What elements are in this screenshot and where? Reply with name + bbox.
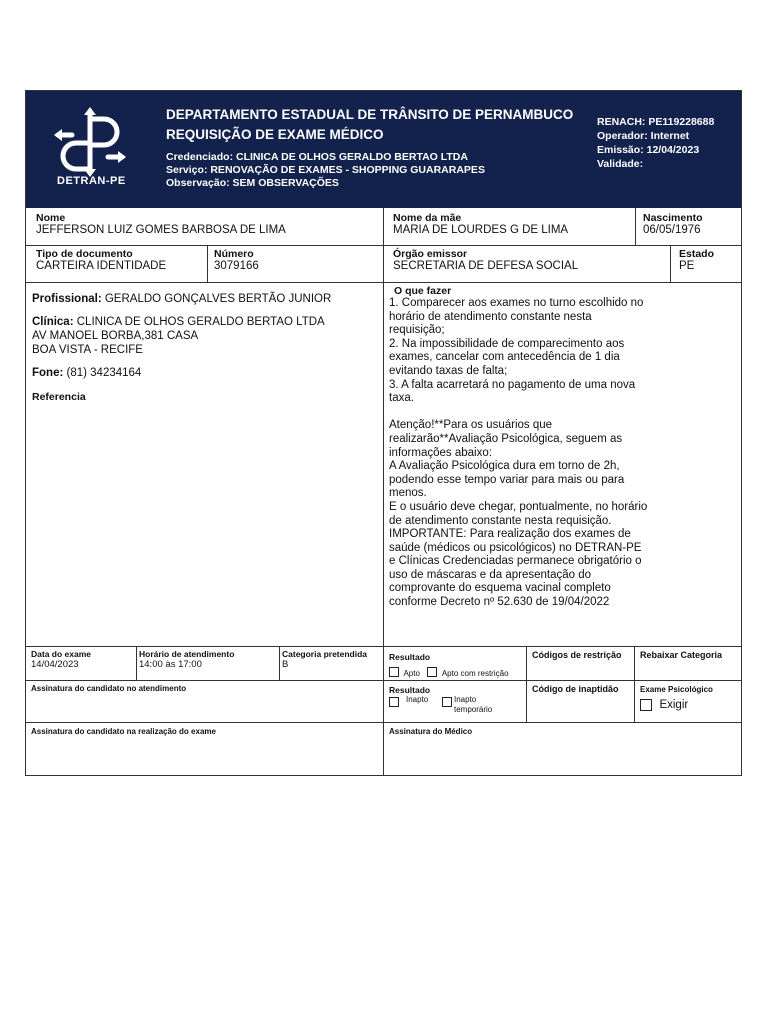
inapto-checkbox[interactable] bbox=[389, 697, 399, 707]
categoria-value: B bbox=[282, 659, 289, 670]
nascimento-value: 06/05/1976 bbox=[643, 224, 701, 236]
divider bbox=[670, 245, 671, 282]
exame-psico-label: Exame Psicológico bbox=[640, 685, 713, 694]
orgao-cell bbox=[393, 248, 578, 272]
apto-label: Apto bbox=[403, 669, 420, 678]
resultado-apto-cell bbox=[389, 652, 525, 681]
divider bbox=[634, 646, 635, 722]
apto-restricao-checkbox[interactable] bbox=[427, 667, 437, 677]
mae-cell bbox=[393, 212, 568, 236]
nascimento-label: Nascimento bbox=[643, 212, 703, 224]
exam-requisition-form bbox=[25, 90, 742, 776]
divider bbox=[279, 646, 280, 680]
exame-psico-cell bbox=[640, 685, 713, 714]
apto-restricao-label: Apto com restrição bbox=[441, 669, 509, 678]
resultado-inapto-cell bbox=[389, 685, 525, 719]
department-title: DEPARTAMENTO ESTADUAL DE TRÂNSITO DE PERNAMBUCO bbox=[166, 107, 574, 122]
numero-cell bbox=[214, 248, 259, 272]
form-header bbox=[26, 91, 741, 208]
assinatura-medico-cell bbox=[389, 727, 472, 736]
emissao-text: Emissão: 12/04/2023 bbox=[597, 144, 700, 156]
orgao-value: SECRETARIA DE DEFESA SOCIAL bbox=[393, 260, 579, 272]
header-info bbox=[166, 151, 485, 190]
orgao-label: Órgão emissor bbox=[393, 248, 468, 260]
observacao-text: Observação: SEM OBSERVAÇÕES bbox=[166, 177, 339, 189]
rebaixar-label: Rebaixar Categoria bbox=[640, 650, 723, 660]
resultado2-label: Resultado bbox=[389, 685, 431, 695]
divider bbox=[207, 245, 208, 282]
exigir-checkbox[interactable] bbox=[640, 699, 652, 711]
instructions-text: 1. Comparecer aos exames no turno escolhido no horário de atendimento constante nesta requisição; 2. Na impossibilidade de comparecimento aos exames, cancelar com antecedência de 1 dia evitando taxas de falta; 3. A falta acarretará no pagamento de uma nova taxa. Atenção!**Para os usuários que realizarão**Avaliação Psicológica, seguem as informações abaixo: A Avaliação Psicológica dura em torno de 2h, podendo esse tempo variar para mais ou para menos. E o usuário deve chegar, pontualmente, no horário de atendimento constante nesta requisição. IMPORTANTE: Para realização dos exames de saúde (médicos ou psicológicos) no DETRAN-PE e Clínicas Credenciadas permanece obrigatório o uso de máscaras e da apresentação do comprovante do esquema vacinal completo conforme Decreto nº 52.630 de 19/04/2022 bbox=[389, 297, 648, 609]
estado-label: Estado bbox=[679, 248, 715, 260]
nome-label: Nome bbox=[36, 212, 66, 224]
instructions-title: O que fazer bbox=[394, 285, 452, 297]
exigir-label: Exigir bbox=[659, 698, 689, 711]
codigos-restricao-cell bbox=[532, 650, 622, 660]
exigir-option bbox=[640, 696, 713, 714]
data-exame-value: 14/04/2023 bbox=[31, 659, 79, 670]
data-exame-label: Data do exame bbox=[31, 649, 91, 659]
assinatura-atendimento-cell bbox=[31, 684, 186, 693]
address-line-1: AV MANOEL BORBA,381 CASA bbox=[32, 330, 199, 342]
horario-value: 14:00 às 17:00 bbox=[139, 659, 202, 670]
tipo-doc-cell bbox=[36, 248, 166, 272]
fone-value: (81) 34234164 bbox=[66, 367, 142, 379]
document-title: REQUISIÇÃO DE EXAME MÉDICO bbox=[166, 127, 384, 142]
inapto-label: Inapto bbox=[406, 695, 429, 704]
fone-line bbox=[32, 366, 377, 380]
header-title bbox=[166, 105, 573, 145]
codigo-inaptidao-label: Código de inaptidão bbox=[532, 684, 619, 694]
categoria-label: Categoria pretendida bbox=[282, 649, 368, 659]
inapto-options bbox=[389, 695, 525, 719]
profissional-value: GERALDO GONÇALVES BERTÃO JUNIOR bbox=[104, 293, 332, 305]
categoria-cell bbox=[282, 649, 367, 670]
clinic-panel bbox=[32, 292, 377, 404]
divider bbox=[383, 208, 384, 775]
divider bbox=[136, 646, 137, 680]
servico-text: Serviço: RENOVAÇÃO DE EXAMES - SHOPPING GUARARAPES bbox=[166, 164, 485, 176]
inapto-temporario-line1: Inapto bbox=[454, 695, 477, 704]
codigo-inaptidao-cell bbox=[532, 684, 619, 694]
horario-label: Horário de atendimento bbox=[139, 649, 235, 659]
assinatura-realizacao-cell bbox=[31, 727, 216, 736]
inapto-temporario-line2: temporário bbox=[454, 705, 493, 714]
horario-cell bbox=[139, 649, 234, 670]
nascimento-cell bbox=[643, 212, 703, 236]
assinatura-medico-label: Assinatura do Médico bbox=[389, 727, 473, 736]
clinica-label: Clínica: bbox=[32, 316, 74, 328]
estado-value: PE bbox=[679, 260, 695, 272]
estado-cell bbox=[679, 248, 714, 272]
inapto-temporario-checkbox[interactable] bbox=[442, 697, 452, 707]
validade-text: Validade: bbox=[597, 158, 644, 170]
resultado-label: Resultado bbox=[389, 652, 431, 662]
assinatura-realizacao-label: Assinatura do candidato na realização do exame bbox=[31, 727, 216, 736]
mae-label: Nome da mãe bbox=[393, 212, 462, 224]
numero-value: 3079166 bbox=[214, 260, 259, 272]
codigos-restricao-label: Códigos de restrição bbox=[532, 650, 622, 660]
renach-text: RENACH: PE119228688 bbox=[597, 116, 715, 128]
mae-value: MARIA DE LOURDES G DE LIMA bbox=[393, 224, 569, 236]
data-exame-cell bbox=[31, 649, 91, 670]
divider bbox=[635, 208, 636, 245]
nome-cell bbox=[36, 212, 286, 236]
clinica-value: CLINICA DE OLHOS GERALDO BERTAO LTDA bbox=[76, 316, 325, 328]
numero-label: Número bbox=[214, 248, 254, 260]
header-meta bbox=[597, 115, 714, 171]
profissional-line bbox=[32, 292, 377, 306]
nome-value: JEFFERSON LUIZ GOMES BARBOSA DE LIMA bbox=[36, 224, 286, 236]
clinica-line bbox=[32, 315, 377, 329]
operador-text: Operador: Internet bbox=[597, 130, 690, 142]
fone-label: Fone: bbox=[32, 367, 64, 379]
apto-checkbox[interactable] bbox=[389, 667, 399, 677]
assinatura-atendimento-label: Assinatura do candidato no atendimento bbox=[31, 684, 187, 693]
divider bbox=[526, 646, 527, 722]
rebaixar-cell bbox=[640, 650, 722, 660]
tipo-doc-value: CARTEIRA IDENTIDADE bbox=[36, 260, 167, 272]
profissional-label: Profissional: bbox=[32, 293, 102, 305]
referencia-label: Referencia bbox=[32, 391, 86, 403]
logo-caption: DETRAN-PE bbox=[57, 175, 126, 187]
credenciado-text: Credenciado: CLINICA DE OLHOS GERALDO BERTAO LTDA bbox=[166, 151, 468, 163]
address-line-2: BOA VISTA - RECIFE bbox=[32, 344, 143, 356]
resultado-options bbox=[389, 663, 525, 681]
tipo-doc-label: Tipo de documento bbox=[36, 248, 133, 260]
instructions-panel bbox=[389, 285, 734, 610]
inapto-temporario-label bbox=[454, 695, 492, 715]
